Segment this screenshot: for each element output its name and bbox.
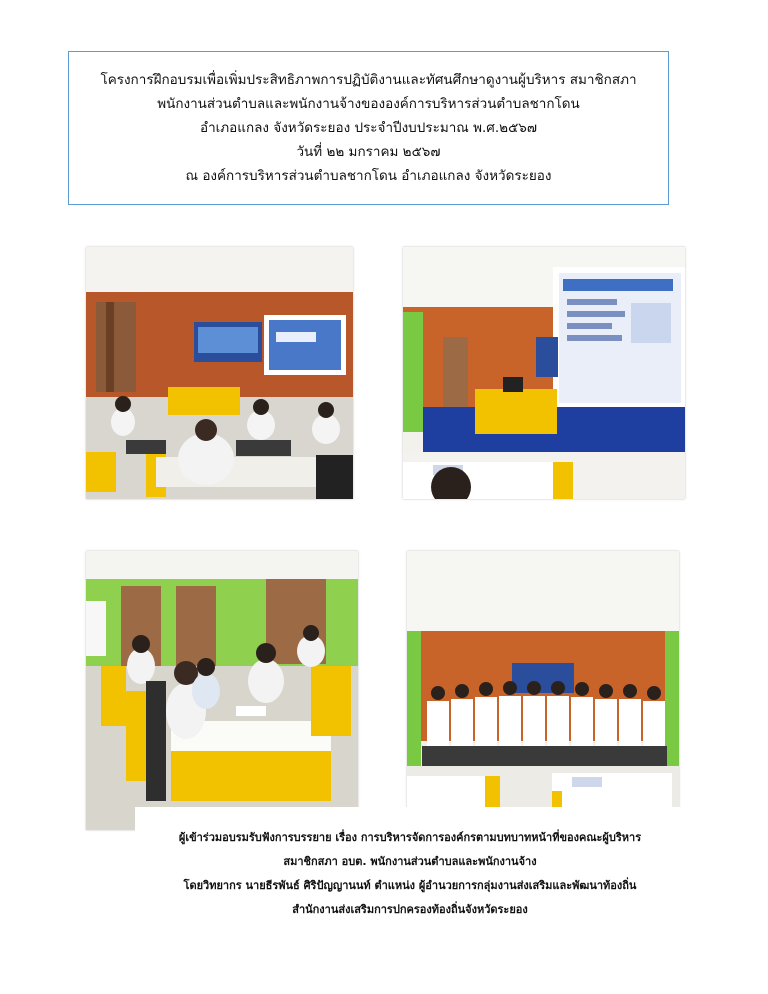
caption-box bbox=[135, 807, 685, 940]
title-line-4: วันที่ ๒๒ มกราคม ๒๕๖๗ bbox=[296, 144, 441, 160]
photo-stage-image bbox=[403, 247, 685, 499]
title-line-3: อำเภอแกลง จังหวัดระยอง ประจำปีงบประมาณ พ.ศ.๒๕๖๗ bbox=[199, 120, 538, 136]
photo-participants-image bbox=[86, 551, 358, 830]
photo-group bbox=[407, 551, 679, 809]
title-line-2: พนักงานส่วนตำบลและพนักงานจ้างขององค์การบริหารส่วนตำบลชากโดน bbox=[157, 96, 580, 112]
caption-line-4: สำนักงานส่งเสริมการปกครองท้องถิ่นจังหวัดระยอง bbox=[292, 902, 528, 916]
title-box bbox=[68, 51, 669, 205]
caption-line-2: สมาชิกสภา อบต. พนักงานส่วนตำบลและพนักงานจ้าง bbox=[283, 854, 537, 868]
photo-group-image bbox=[407, 551, 679, 809]
photo-stage bbox=[403, 247, 685, 499]
title-line-5: ณ องค์การบริหารส่วนตำบลชากโดน อำเภอแกลง จังหวัดระยอง bbox=[185, 168, 552, 184]
photo-participants bbox=[86, 551, 358, 830]
title-line-1: โครงการฝึกอบรมเพื่อเพิ่มประสิทธิภาพการปฏิบัติงานและทัศนศึกษาดูงานผู้บริหาร สมาชิกสภา bbox=[100, 72, 637, 88]
photo-lecture-room-image bbox=[86, 247, 353, 499]
photo-lecture-room bbox=[86, 247, 353, 499]
caption-line-1: ผู้เข้าร่วมอบรมรับฟังการบรรยาย เรื่อง การบริหารจัดการองค์กรตามบทบาทหน้าที่ของคณะผู้บริหาร bbox=[178, 830, 642, 844]
caption-line-3: โดยวิทยากร นายธีรพันธ์ ศิริปัญญานนท์ ตำแหน่ง ผู้อำนวยการกลุ่มงานส่งเสริมและพัฒนาท้องถิ่น bbox=[183, 878, 637, 892]
